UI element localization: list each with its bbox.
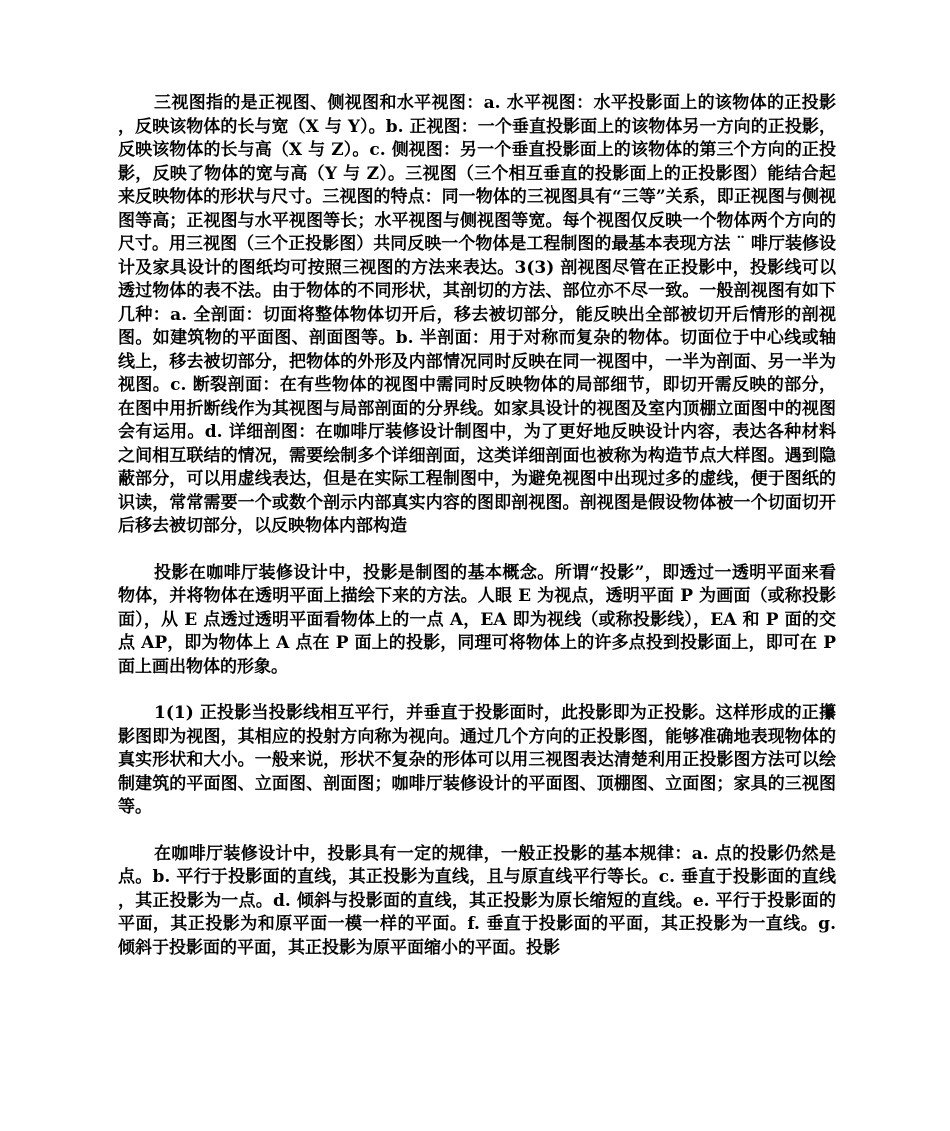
paragraph-projection: 投影在咖啡厅装修设计中，投影是制图的基本概念。所谓“投影”，即透过一透明平面来看物体，并将物体在透明平面上描绘下来的方法。人眼 E 为视点，透明平面 P 为画面（或称投影面），从 E 点透过透明平面看物体上的一点 A，EA 即为视线（或称投影线），EA 和 P 面的交点 AP，即为物体上 A 点在 P 面上的投影，同理可将物体上的许多点投到投影面上，即可在 P 面上画出物体的形象。 — [118, 562, 836, 677]
paragraph-projection-rules: 在咖啡厅装修设计中，投影具有一定的规律，一般正投影的基本规律：a. 点的投影仍然是点。b. 平行于投影面的直线，其正投影为直线，且与原直线平行等长。c. 垂直于投影面的直线，其正投影为一点。d. 倾斜与投影面的直线，其正投影为原长缩短的直线。e. 平行于投影面的平面，其正投影为和原平面一模一样的平面。f. 垂直于投影面的平面，其正投影为一直线。g. 倾斜于投影面的平面，其正投影为原平面缩小的平面。投影 — [118, 843, 836, 958]
paragraph-orthographic-projection: 1(1) 正投影当投影线相互平行，并垂直于投影面时，此投影即为正投影。这样形成的正攥影图即为视图，其相应的投射方向称为视向。通过几个方向的正投影图，能够准确地表现物体的真实形状和大小。一般来说，形状不复杂的形体可以用三视图表达清楚利用正投影图方法可以绘制建筑的平面图、立面图、剖面图；咖啡厅装修设计的平面图、顶棚图、立面图；家具的三视图等。 — [118, 703, 836, 817]
paragraph-three-views: 三视图指的是正视图、侧视图和水平视图：a. 水平视图：水平投影面上的该物体的正投影，反映该物体的长与宽（X 与 Y）。b. 正视图：一个垂直投影面上的该物体另一方向的正投影，反映该物体的长与高（X 与 Z）。c. 侧视图：另一个垂直投影面上的该物体的第三个方向的正投影，反映了物体的宽与高（Y 与 Z）。三视图（三个相互垂直的投影面上的正投影图）能结合起来反映物体的形状与尺寸。三视图的特点：同一物体的三视图具有“三等”关系，即正视图与侧视图等高；正视图与水平视图等长；水平视图与侧视图等宽。每个视图仅反映一个物体两个方向的尺寸。用三视图（三个正投影图）共同反映一个物体是工程制图的最基本表现方法 ¨ 啡厅装修设计及家具设计的图纸均可按照三视图的方法来表达。3(3) 剖视图尽管在正投影中，投影线可以透过物体的表不法。由于物体的不同形状，其剖切的方法、部位亦不尽一致。一般剖视图有如下几种：a. 全剖面：切面将整体物体切开后，移去被切部分，能反映出全部被切开后情形的剖视图。如建筑物的平面图、剖面图等。b. 半剖面：用于对称而复杂的物体。切面位于中心线或轴线上，移去被切部分，把物体的外形及内部情况同时反映在同一视图中，一半为剖面、另一半为视图。c. 断裂剖面：在有些物体的视图中需同时反映物体的局部细节，即切开需反映的部分，在图中用折断线作为其视图与局部剖面的分界线。如家具设计的视图及室内顶棚立面图中的视图会有运用。d. 详细剖图：在咖啡厅装修设计制图中，为了更好地反映设计内容，表达各种材料之间相互联结的情况，需要绘制多个详细剖面，这类详细剖面也被称为构造节点大样图。遇到隐蔽部分，可以用虚线表达，但是在实际工程制图中，为避免视图中出现过多的虚线，便于图纸的识读，常常需要一个或数个剖示内部真实内容的图即剖视图。剖视图是假设物体被一个切面切开后移去被切部分，以反映物体内部构造 — [118, 93, 836, 536]
document-page — [118, 92, 836, 983]
